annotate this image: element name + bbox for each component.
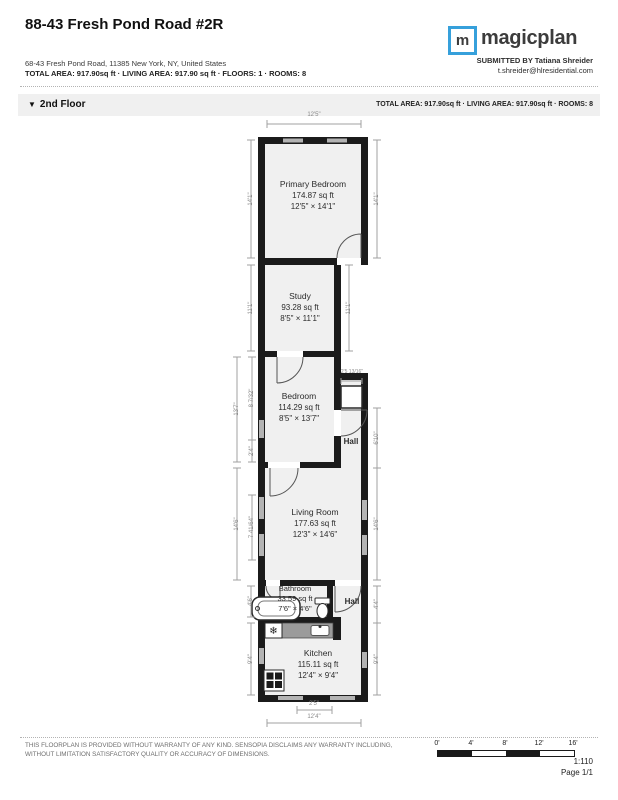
scale-label-0: 0' <box>434 740 440 747</box>
dim-kitchen-left: 9'4" <box>248 654 254 664</box>
dim-livingroom-right: 14'6" <box>374 517 380 531</box>
scale-label-8: 8' <box>502 740 508 747</box>
room-label-bathroom: Bathroom 33.59 sq ft 7'6" × 4'6" <box>277 584 313 613</box>
dim-hall2-right: 4'4" <box>374 599 380 609</box>
submitted-email: t.shreider@hlresidential.com <box>497 66 593 75</box>
dim-kitchen-right: 9'4" <box>374 654 380 664</box>
dim-livingroom-left-outer: 14'6" <box>234 517 240 531</box>
room-label-bedroom: Bedroom 114.29 sq ft 8'5" × 13'7" <box>278 391 320 423</box>
dim-bathroom-left: 4'6" <box>248 596 254 606</box>
submitted-by: SUBMITTED BY Tatiana Shreider <box>476 56 593 65</box>
room-label-living-room: Living Room 177.63 sq ft 12'3" × 14'6" <box>291 507 339 539</box>
floor-title: ▼ 2nd Floor <box>28 99 86 110</box>
dim-bottom-outer: 12'4" <box>307 714 321 720</box>
room-label-hall-upper: Hall <box>343 437 359 446</box>
dim-pb-right: 14'1" <box>374 192 380 206</box>
dim-pb-left: 14'1" <box>248 192 254 206</box>
dim-study-right: 11'1" <box>346 301 352 315</box>
logo-letter: m <box>455 32 470 49</box>
dim-bay: 2'5 13/16" <box>340 369 364 375</box>
scale-label-4: 4' <box>468 740 474 747</box>
dim-bedroom-left-inner: 8 7/32" <box>249 388 255 408</box>
room-label-study: Study 93.28 sq ft 8'5" × 11'1" <box>280 291 320 323</box>
scale-segment <box>438 751 472 756</box>
svg-text:❄: ❄ <box>269 626 278 637</box>
dim-hall-right: 6'10" <box>374 431 380 445</box>
scale-segment <box>540 751 574 756</box>
dim-study-left: 11'1" <box>248 301 254 315</box>
scale-ratio: 1:110 <box>573 757 593 766</box>
kitchen-counter <box>282 623 333 638</box>
floor-meta: TOTAL AREA: 917.90sq ft · LIVING AREA: 917.90sq ft · ROOMS: 8 <box>376 101 593 108</box>
scale-segment <box>472 751 506 756</box>
room-label-hall-lower: Hall <box>344 597 360 606</box>
page-number: Page 1/1 <box>560 768 593 777</box>
collapse-arrow-icon: ▼ <box>28 100 36 109</box>
property-meta: TOTAL AREA: 917.90sq ft · LIVING AREA: 917.90 sq ft · FLOORS: 1 · ROOMS: 8 <box>25 69 307 78</box>
room-label-kitchen: Kitchen 115.11 sq ft 12'4" × 9'4" <box>297 648 339 680</box>
room-label-primary-bedroom: Primary Bedroom 174.87 sq ft 12'5" × 14'1" <box>279 179 347 211</box>
property-address: 68-43 Fresh Pond Road, 11385 New York, NY, United States <box>25 59 227 68</box>
footer-divider <box>20 737 598 738</box>
logo-wordmark: magicplan <box>481 27 578 49</box>
page-title: 88-43 Fresh Pond Road #2R <box>25 16 224 33</box>
dim-top: 12'5" <box>307 112 321 118</box>
scale-segment <box>506 751 540 756</box>
scale-label-12: 12' <box>534 740 544 747</box>
dim-bedroom-left-outer: 13'7" <box>234 402 240 416</box>
fridge-icon <box>265 623 282 638</box>
scale-label-16: 16' <box>568 740 578 747</box>
scale-bar <box>437 750 575 757</box>
dim-bedroom-left-small: 2'4" <box>249 446 255 456</box>
disclaimer: THIS FLOORPLAN IS PROVIDED WITHOUT WARRANTY OF ANY KIND. SENSOPIA DISCLAIMS ANY WARRANTY INCLUDING, WITHOUT LIMITATION SATISFACTORY QUALITY OR ACCURACY OF DIMENSIONS. <box>25 742 393 758</box>
dim-livingroom-left-inner: 7 41/64" <box>249 515 255 539</box>
dim-bottom-inner: 2'5" <box>309 701 319 707</box>
